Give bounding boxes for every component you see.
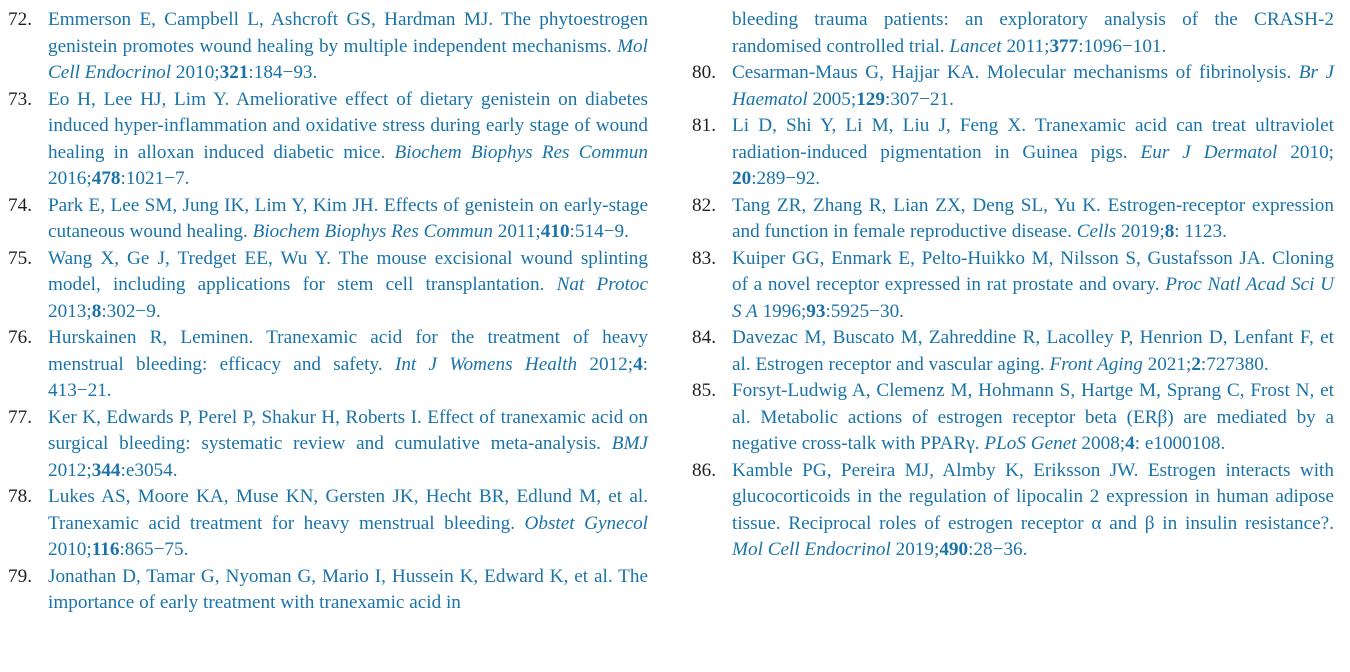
reference-authors-title: Ker K, Edwards P, Perel P, Shakur H, Roberts I. Effect of tranexamic acid on surgical bleeding: systematic review and cumulative meta-analysis. (48, 406, 648, 454)
year: 2010; (1290, 141, 1334, 163)
reference-text[interactable] (732, 246, 1334, 326)
volume: 321 (219, 62, 249, 83)
journal-name: Eur J Dermatol (1140, 141, 1278, 163)
reference-authors-title: Jonathan D, Tamar G, Nyoman G, Mario I, Hussein K, Edward K, et al. The importance of early treatment with tranexamic acid in (48, 565, 648, 613)
reference-text[interactable] (732, 193, 1334, 246)
reference-number: 80. (692, 62, 716, 83)
year: 2019; (1120, 221, 1165, 242)
pages: :302−9. (101, 300, 161, 322)
reference-text[interactable] (732, 458, 1334, 564)
reference-item[interactable] (8, 246, 648, 326)
pages: :514−9. (569, 221, 629, 242)
year: 1996; (762, 300, 807, 322)
reference-authors-title: Wang X, Ge J, Tredget EE, Wu Y. The mouse excisional wound splinting model, including applications for stem cell transplantation. (48, 247, 648, 295)
reference-authors-title: Davezac M, Buscato M, Zahreddine R, Lacolley P, Henrion D, Lenfant F, et al. Estrogen receptor and vascular aging. (732, 327, 1334, 375)
year: 2010; (48, 539, 92, 560)
journal-name: PLoS Genet (984, 433, 1077, 454)
reference-number: 85. (692, 380, 716, 401)
reference-item[interactable] (692, 193, 1334, 246)
volume: 20 (732, 168, 752, 189)
reference-authors-title: Tang ZR, Zhang R, Lian ZX, Deng SL, Yu K. Estrogen-receptor expression and function in female reproductive disease. (732, 194, 1334, 242)
journal-name: BMJ (611, 433, 649, 454)
reference-text[interactable] (732, 325, 1334, 378)
reference-text[interactable] (48, 246, 648, 326)
reference-text[interactable] (732, 7, 1334, 60)
reference-text[interactable] (48, 564, 648, 617)
reference-number: 74. (8, 194, 32, 216)
year: 2008; (1081, 433, 1126, 454)
reference-authors-title: Kamble PG, Pereira MJ, Almby K, Eriksson JW. Estrogen interacts with glucocorticoids in the regulation of lipocalin 2 expression in human adipose tissue. Reciprocal roles of estrogen receptor α and β in insulin resistance?. (732, 459, 1334, 534)
reference-number: 84. (692, 327, 716, 348)
volume: 8 (91, 300, 102, 322)
pages: :5925−30. (825, 300, 904, 322)
pages: :307−21. (884, 88, 954, 110)
reference-text[interactable] (732, 60, 1334, 113)
volume: 410 (540, 221, 570, 242)
year: 2016; (48, 168, 92, 189)
reference-number: 75. (8, 247, 32, 269)
reference-number: 82. (692, 194, 716, 216)
pages: :1021−7. (120, 168, 190, 189)
journal-name: Nat Protoc (556, 274, 649, 295)
reference-number: 81. (692, 115, 716, 136)
year: 2021; (1147, 353, 1192, 375)
reference-item[interactable] (692, 378, 1334, 458)
reference-item[interactable] (8, 484, 648, 564)
year: 2012; (48, 459, 92, 481)
pages: :289−92. (751, 168, 821, 189)
volume: 4 (633, 353, 643, 375)
reference-number: 72. (8, 9, 32, 30)
year: 2011; (1006, 35, 1050, 57)
reference-item[interactable] (692, 325, 1334, 378)
reference-column-left (8, 7, 648, 617)
pages: :865−75. (119, 539, 189, 560)
reference-authors-title: Cesarman-Maus G, Hajjar KA. Molecular mechanisms of fibrinolysis. (732, 62, 1292, 83)
journal-name: Biochem Biophys Res Commun (252, 221, 493, 242)
reference-number: 77. (8, 406, 32, 428)
volume: 129 (856, 88, 885, 110)
journal-name: Mol Cell Endocrinol (732, 539, 891, 560)
volume: 93 (806, 300, 826, 322)
reference-authors-title: Park E, Lee SM, Jung IK, Lim Y, Kim JH. Effects of genistein on early-stage cutaneous wound healing. (48, 194, 648, 242)
year: 2011; (497, 221, 541, 242)
reference-column-right (692, 7, 1334, 564)
reference-authors-title: Emmerson E, Campbell L, Ashcroft GS, Hardman MJ. The phytoestrogen genistein promotes wound healing by multiple independent mechanisms. (48, 9, 648, 57)
reference-item[interactable] (8, 564, 648, 617)
volume: 377 (1049, 35, 1079, 57)
pages: : 1123. (1174, 221, 1227, 242)
journal-name: Cells (1076, 221, 1117, 242)
volume: 490 (939, 539, 969, 560)
reference-item[interactable] (692, 60, 1334, 113)
volume: 4 (1125, 433, 1135, 454)
reference-item[interactable] (692, 113, 1334, 193)
reference-text[interactable] (48, 7, 648, 87)
journal-name: Proc Natl Acad Sci U S A (732, 274, 1334, 322)
journal-name: Front Aging (1049, 353, 1143, 375)
reference-text[interactable] (732, 113, 1334, 193)
reference-text[interactable] (48, 405, 648, 485)
reference-item[interactable] (692, 458, 1334, 564)
reference-number: 79. (8, 565, 32, 587)
volume: 344 (91, 459, 121, 481)
reference-item[interactable] (8, 7, 648, 87)
year: 2010; (175, 62, 220, 83)
journal-name: Biochem Biophys Res Commun (394, 141, 648, 163)
year: 2013; (48, 300, 92, 322)
pages: :1096−101. (1078, 35, 1167, 57)
reference-text[interactable] (48, 193, 648, 246)
reference-authors-title: Hurskainen R, Leminen. Tranexamic acid for the treatment of heavy menstrual bleeding: efficacy and safety. (48, 327, 648, 375)
reference-text[interactable] (48, 87, 648, 193)
pages: :727380. (1200, 353, 1269, 375)
reference-item[interactable] (8, 325, 648, 405)
reference-item[interactable] (8, 193, 648, 246)
volume: 8 (1164, 221, 1175, 242)
reference-authors-title: Lukes AS, Moore KA, Muse KN, Gersten JK, Hecht BR, Edlund M, et al. Tranexamic acid treatment for heavy menstrual bleeding. (48, 486, 648, 534)
reference-item[interactable] (8, 87, 648, 193)
journal-name: Mol Cell Endocrinol (48, 35, 648, 83)
reference-number: 78. (8, 486, 32, 507)
reference-item[interactable] (692, 246, 1334, 326)
volume: 2 (1191, 353, 1201, 375)
volume: 116 (91, 539, 120, 560)
pages: :e3054. (120, 459, 178, 481)
reference-text[interactable] (48, 325, 648, 405)
year: 2005; (812, 88, 857, 110)
reference-authors-title: bleeding trauma patients: an exploratory analysis of the CRASH-2 randomised controlled trial. (732, 9, 1334, 57)
reference-text[interactable] (48, 484, 648, 564)
reference-item-continued[interactable] (692, 7, 1334, 60)
journal-name: Br J Haematol (732, 62, 1335, 110)
pages: : e1000108. (1134, 433, 1226, 454)
reference-number: 83. (692, 247, 716, 269)
reference-text[interactable] (732, 378, 1334, 458)
year: 2019; (895, 539, 940, 560)
reference-authors-title: Li D, Shi Y, Li M, Liu J, Feng X. Tranexamic acid can treat ultraviolet radiation-induced pigmentation in Guinea pigs. (732, 115, 1334, 163)
volume: 478 (91, 168, 121, 189)
reference-authors-title: Forsyt-Ludwig A, Clemenz M, Hohmann S, Hartge M, Sprang C, Frost N, et al. Metabolic actions of estrogen receptor beta (ERβ) are mediated by a negative cross-talk with PPARγ. (732, 380, 1334, 454)
pages: : 413−21. (48, 353, 648, 401)
reference-number: 86. (692, 459, 716, 481)
pages: :184−93. (248, 62, 318, 83)
journal-name: Obstet Gynecol (524, 512, 649, 534)
reference-authors-title: Eo H, Lee HJ, Lim Y. Ameliorative effect of dietary genistein on diabetes induced hyper-inflammation and oxidative stress during early stage of wound healing in alloxan induced diabetic mice. (48, 88, 648, 163)
reference-number: 73. (8, 88, 32, 110)
journal-name: Int J Womens Health (394, 353, 578, 375)
journal-name: Lancet (949, 35, 1002, 57)
reference-item[interactable] (8, 405, 648, 485)
year: 2012; (589, 353, 634, 375)
pages: :28−36. (968, 539, 1028, 560)
reference-authors-title: Kuiper GG, Enmark E, Pelto-Huikko M, Nilsson S, Gustafsson JA. Cloning of a novel receptor expressed in rat prostate and ovary. (732, 247, 1334, 295)
reference-number: 76. (8, 327, 32, 348)
